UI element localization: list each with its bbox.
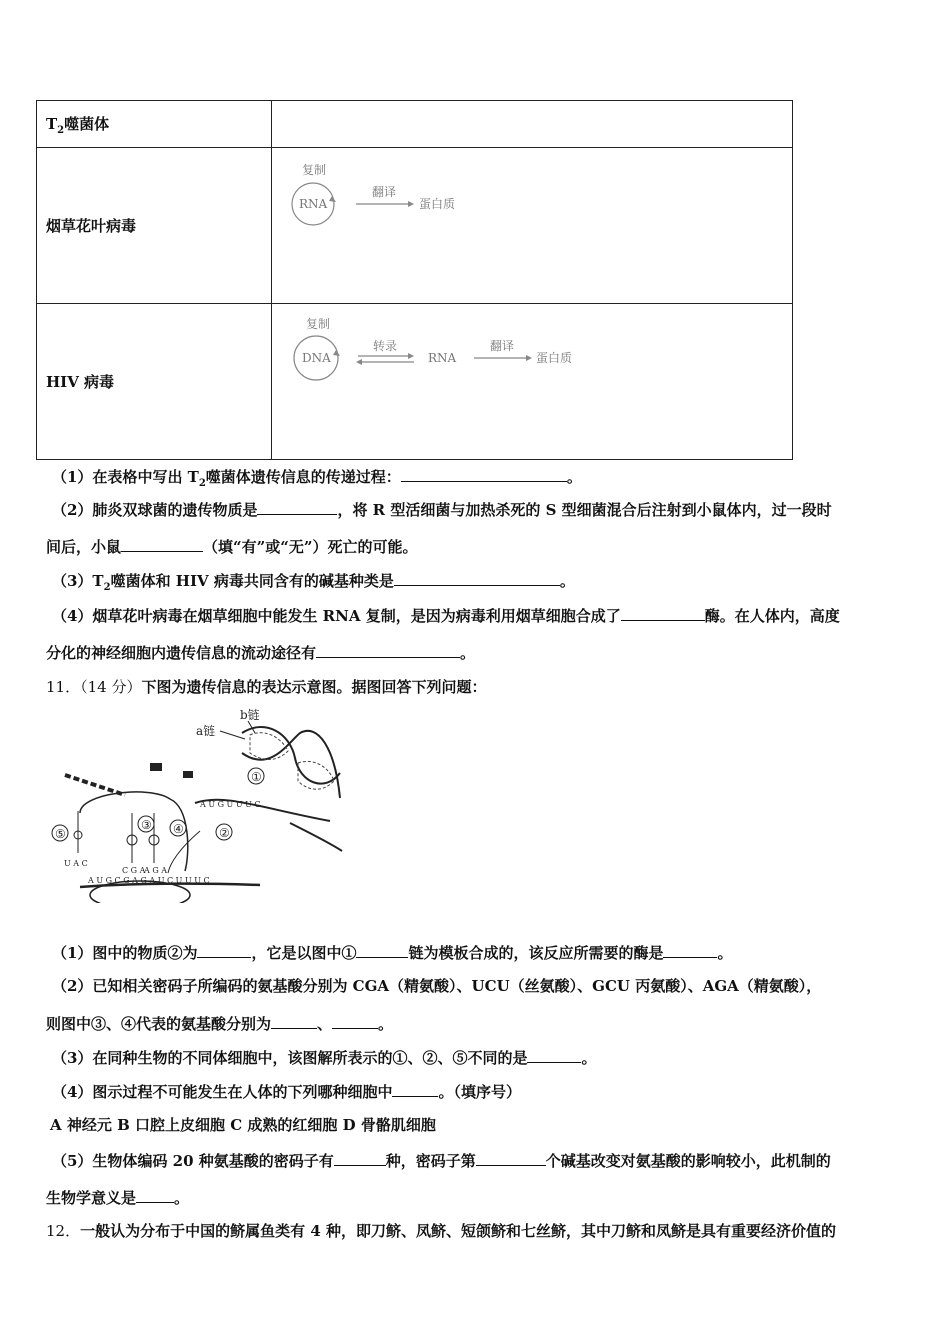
answer-blank[interactable]: [401, 465, 567, 482]
q10-part1: （1）在表格中写出 $T_2$噬菌体遗传信息的传递过程： 。: [52, 465, 582, 495]
q11-part2: （2）已知相关密码子所编码的氨基酸分别为 CGA（精氨酸）、UCU（丝氨酸）、GCU 丙氨酸）、AGA（精氨酸），: [52, 977, 822, 995]
tmv-flow-diagram: [272, 148, 792, 238]
gene-expression-figure: [50, 703, 350, 903]
q10-part3: $(3)T_2$噬菌体和 HIV 病毒共同含有的碱基种类是 。: [52, 569, 575, 599]
top-codons: A U G U U U C: [200, 800, 261, 809]
product-label: 蛋白质: [419, 197, 456, 211]
q10-part2: （2）肺炎双球菌的遗传物质是 ，将 R 型活细菌与加热杀死的 S 型细菌混合后注射到小鼠体内，过一段时: [52, 498, 832, 521]
transport-arrow: [168, 831, 200, 873]
dna-hatch: [250, 733, 288, 760]
answer-blank[interactable]: [476, 1149, 546, 1166]
translate-label: 翻译: [372, 185, 397, 199]
answer-blank[interactable]: [271, 1012, 317, 1029]
translate-arrowhead: [526, 355, 532, 361]
organism-cell: 烟草花叶病毒: [37, 148, 272, 304]
anticodon-4: A G A: [144, 866, 168, 875]
answer-blank[interactable]: [334, 1149, 386, 1166]
mid-label: RNA: [428, 351, 457, 365]
answer-blank[interactable]: [257, 498, 337, 515]
answer-blank[interactable]: [121, 535, 203, 552]
answer-blank[interactable]: [392, 1080, 438, 1097]
loop-arrowhead: [329, 196, 336, 202]
table-row: [37, 304, 793, 460]
answer-blank[interactable]: [527, 1046, 581, 1063]
anticodon-3: C G A: [122, 866, 146, 875]
q11-part3: （3）在同种生物的不同体细胞中，该图解所表示的①、②、⑤不同的是 。: [52, 1046, 596, 1069]
reverse-arrowhead: [356, 359, 362, 365]
q10-part4: （4）烟草花叶病毒在烟草细胞中能发生 RNA 复制，是因为病毒利用烟草细胞合成了 酶。在人体内，高度: [52, 604, 840, 627]
genetic-info-table: [36, 100, 793, 460]
answer-blank[interactable]: [663, 941, 717, 958]
answer-blank[interactable]: [197, 941, 251, 958]
answer-blank[interactable]: [621, 604, 705, 621]
marker-2: ②: [219, 826, 230, 840]
q11-options: A 神经元 B 口腔上皮细胞 C 成熟的红细胞 D 骨骼肌细胞: [50, 1116, 436, 1134]
peptide-chain: [65, 775, 125, 795]
flow-cell-hiv: [272, 304, 793, 460]
table-row: [37, 148, 793, 304]
center-label: DNA: [302, 351, 331, 365]
q11-part5-cont: 生物学意义是 。: [46, 1186, 189, 1209]
center-label: RNA: [299, 197, 328, 211]
transcribe-arrowhead: [408, 353, 414, 359]
organism-cell: HIV 病毒: [37, 304, 272, 460]
replicate-label: 复制: [302, 163, 327, 177]
flow-cell-empty: [272, 101, 793, 148]
answer-blank[interactable]: [316, 641, 460, 658]
answer-blank[interactable]: [136, 1186, 174, 1203]
product-label: 蛋白质: [536, 351, 573, 365]
marker-5: ⑤: [55, 827, 66, 841]
table-row: [37, 101, 793, 148]
strand-tail: [290, 823, 342, 851]
hiv-flow-diagram: [272, 304, 792, 394]
mrna-codons: A U G C G A G A U C U U U C: [88, 876, 210, 885]
chain-b-label: b链: [240, 708, 260, 722]
translate-arrowhead: [408, 201, 414, 207]
free-amino-acid: [150, 763, 162, 771]
free-amino-acid: [183, 771, 193, 778]
marker-4: ④: [173, 822, 184, 836]
q12-stem: 12．一般认为分布于中国的鲚属鱼类有 4 种，即刀鲚、凤鲚、短颌鲚和七丝鲚，其中刀鲚和凤鲚是具有重要经济价值的: [46, 1222, 836, 1240]
q11-part4: （4）图示过程不可能发生在人体的下列哪种细胞中 。（填序号）: [52, 1080, 521, 1103]
flow-cell-tmv: [272, 148, 793, 304]
answer-blank[interactable]: [356, 941, 408, 958]
q11-stem: 11．（14 分）下图为遗传信息的表达示意图。据图回答下列问题：: [46, 678, 487, 696]
marker-1: ①: [251, 770, 262, 784]
loop-arrowhead: [333, 350, 340, 356]
marker-3: ③: [141, 818, 152, 832]
chain-a-pointer: [220, 731, 245, 739]
organism-cell: $T_2$噬菌体: [37, 101, 272, 148]
answer-blank[interactable]: [332, 1012, 378, 1029]
answer-blank[interactable]: [394, 569, 560, 586]
replicate-label: 复制: [306, 317, 331, 331]
translate-label: 翻译: [490, 339, 515, 353]
q11-part1: （1）图中的物质②为 ，它是以图中① 链为模板合成的，该反应所需要的酶是 。: [52, 941, 733, 964]
anticodon-5: U A C: [64, 859, 88, 868]
dna-strand-b: [242, 731, 340, 798]
transcribe-label: 转录: [373, 339, 398, 353]
q11-part2-cont: 则图中③、④代表的氨基酸分别为 、 。: [46, 1012, 393, 1035]
q10-part2-cont: 间后，小鼠 （填“有”或“无”）死亡的可能。: [46, 535, 418, 558]
q10-part4-cont: 分化的神经细胞内遗传信息的流动途径有 。: [46, 641, 475, 664]
chain-a-label: a链: [196, 724, 216, 738]
q11-part5: （5）生物体编码 20 种氨基酸的密码子有 种，密码子第 个碱基改变对氨基酸的影响较小，此机制的: [52, 1149, 831, 1172]
